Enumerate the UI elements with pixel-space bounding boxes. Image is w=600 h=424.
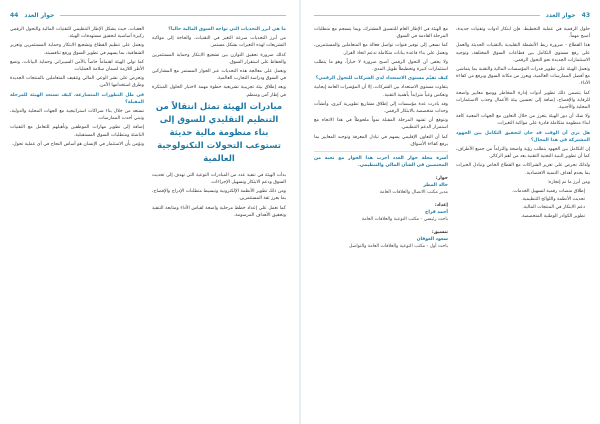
- paragraph: وقد بادرت عدة مؤسسات إلى إطلاق مشاريع تطويرية كبرى، وأنشأت وحدات متخصصة بالابتكار الرقمي.: [314, 101, 448, 115]
- interview-question: هل ترى أن الوقت قد حان لتحقيق التكامل بين الجهود المشتركة في هذا المجال؟: [456, 130, 590, 143]
- paragraph: العقبات، حيث يشكل الإطار التنظيمي للتقنيات المالية والتحول الرقمي ركيزة أساسية لتحقيق مستهدفات الهيئة.: [10, 27, 144, 40]
- paragraph: ولا شك أن دور الهيئة يتعزز من خلال التعاون مع الجهات المعنية كافة لبناء منظومة متكاملة قادرة على مواكبة التغيرات.: [456, 114, 590, 127]
- paragraph: كما تعمل على إعداد خطط مرحلية واضحة لقياس الأداء ومتابعة التنفيذ وتحقيق الأهداف المرسومة.: [152, 205, 286, 218]
- credit-entry: [314, 229, 448, 250]
- credits-block: [314, 175, 448, 250]
- page-right: [304, 0, 600, 424]
- interview-question: كيف تقيّم مستوى الاستعداد لدى الشركات للتحول الرقمي؟: [315, 76, 448, 82]
- section-title: حوار العدد: [24, 11, 55, 19]
- list-item: • تطوير الكوادر الوطنية المتخصصة.: [456, 213, 585, 220]
- paragraph: مع الهيئة في الإطار العام للتنسيق المشترك، وبما ينسجم مع متطلبات المرحلة القادمة في السوق.: [314, 27, 448, 40]
- column-second: [10, 26, 144, 418]
- section-title: حوار العدد: [545, 11, 576, 19]
- paragraph: يتفاوت مستوى الاستعداد بين الشركات، إلا أن المؤشرات العامة إيجابية وتعكس وعياً متزايداً بأهمية التقنية.: [314, 85, 448, 98]
- list-item: • إطلاق منصات رقمية لتسهيل الخدمات.: [456, 188, 585, 195]
- page-left: [0, 0, 296, 424]
- credit-name: أحمد فراج: [425, 210, 448, 216]
- credit-entry: [314, 202, 448, 223]
- credit-role: مدير مكتب الاتصال والعلاقات العامة: [379, 190, 448, 196]
- paragraph: وتحرص على نشر الوعي المالي وتثقيف المتعاملين بالمنتجات الجديدة وطرق استخدامها الآمن.: [10, 76, 144, 89]
- paragraph: من أبرز التحديات سرعة التغير في التقنيات، والحاجة إلى مواكبة التشريعات لهذه التغيرات بشكل مستمر.: [152, 36, 286, 49]
- paragraph: نستعد من خلال بناء شراكات استراتيجية مع الجهات المحلية والدولية، وتبني أحدث الممارسات.: [10, 109, 144, 122]
- paragraph: ولذلك نحرص على تعزيز الشراكات مع القطاع الخاص وتبادل الخبرات بما يخدم أهداف التنمية الاقتصادية.: [456, 163, 590, 176]
- list-item: • تحديث الأنظمة واللوائح التنظيمية.: [456, 196, 585, 203]
- paragraph: حلول الرقمية في عملية التخطيط. فإن ابتكار أدوات وتقنيات جديدة، أصبح مهماً.: [456, 27, 590, 40]
- paragraph: كذلك ضرورة تحقيق التوازن بين تشجيع الابتكار وحماية المستثمرين والحفاظ على استقرار السوق.: [152, 52, 286, 65]
- credit-role: باحث رئيسي - مكتب التوعية والعلاقات العامة: [361, 217, 448, 223]
- column-second: [314, 26, 448, 418]
- paragraph: كما تولي الهيئة اهتماماً خاصاً بالأمن السيبراني وحماية البيانات، وتضع الأطر اللازمة لضمان سلامة العمليات.: [10, 59, 144, 73]
- paragraph: وتعمل الهيئة على تطوير قدرات المؤسسات المالية والتقنية بما يتماشى مع أفضل الممارسات العالمية، ويعزز من مكانة السوق ويرفع من كفاءة الأداء.: [456, 67, 590, 87]
- paragraph: ومن ذلك تطوير الأنظمة الإلكترونية وتبسيط متطلبات الإدراج والإفصاح، بما يعزز ثقة المستثمرين.: [152, 189, 286, 202]
- column-first: [152, 26, 286, 418]
- paragraph: بدأت الهيئة في تنفيذ عدد من المبادرات النوعية التي تهدف إلى تحديث السوق ودعم الابتكار وتسهيل الإجراءات.: [152, 172, 286, 186]
- paragraph: ونعمل على تنظيم القطاع وتشجيع الابتكار وحماية المستثمرين وتعزيز الشفافية، بما يسهم في تطوير السوق ورفع تنافسيته.: [10, 43, 144, 56]
- page-header: [314, 8, 590, 22]
- list-item: • دعم الابتكار في المنتجات المالية.: [456, 204, 585, 211]
- paragraph: ونعمل على معالجة هذه التحديات عبر الحوار المستمر مع المشاركين في السوق ودراسة التجارب العالمية.: [152, 69, 286, 82]
- paragraph: كما نسعى إلى توفير قنوات تواصل فعالة مع المتعاملين والمستثمرين، ونعمل على بناء قاعدة بيانات متكاملة تدعم اتخاذ القرار.: [314, 43, 448, 56]
- credit-role: باحث أول - مكتب التوعية والعلاقات العامة والتواصل: [349, 244, 448, 250]
- paragraph: ونؤمن بأن الاستثمار في الإنسان هو أساس النجاح في أي عملية تحول.: [11, 141, 144, 147]
- header-rule: [314, 15, 540, 16]
- paragraph: ويعد إطلاق بيئة تجريبية تشريعية خطوة مهمة لاختبار الحلول المبتكرة في إطار آمن ومنظم.: [152, 85, 286, 98]
- paragraph: إضافة إلى تطوير مهارات الموظفين وتأهيلهم للتعامل مع التقنيات الناشئة ومتطلبات السوق المستقبلية.: [10, 125, 144, 138]
- interview-question: في ظل التطورات المتسارعة، كيف تستعد الهيئة للمرحلة المقبلة؟: [10, 92, 144, 105]
- page-gutter: [299, 0, 301, 424]
- page-number: 43: [581, 11, 590, 19]
- credit-name: خالد المطر: [423, 183, 448, 189]
- credit-name: سعود العوفان: [416, 237, 448, 243]
- bullet-list: [456, 188, 590, 220]
- header-rule: [60, 15, 286, 16]
- credit-label: إعداد:: [434, 203, 448, 209]
- column-first: [456, 26, 590, 418]
- paragraph: كما أن التعاون الإقليمي يسهم في تبادل المعرفة وتوحيد المعايير بما يرفع كفاءة الأسواق.: [314, 134, 448, 147]
- credit-label: حوار:: [435, 176, 448, 182]
- page-header: [10, 8, 286, 22]
- divider: [314, 151, 448, 152]
- paragraph: ونتوقع أن تشهد المرحلة المقبلة نمواً ملحوظاً في هذا الاتجاه مع استمرار الدعم التنظيمي.: [314, 118, 448, 131]
- paragraph: ولا يخفى أن التحول الرقمي أصبح ضرورة لا خياراً، وهو ما يتطلب استثمارات كبيرة وتخطيطاً طويل المدى.: [314, 59, 448, 73]
- credits-intro: أسرة مجلة حوار العدد أجرت هذا الحوار مع نخبة من المختصين في الشأن المالي والتنظيمي.: [314, 156, 448, 169]
- paragraph: هذا القطاع - ضرورة ربط الأنشطة التقليدية بالتقنيات الحديثة والعمل على رفع مستوى التكامل بين قطاعات السوق المختلفة، وتوجيه الاستثمارات الجديدة نحو التحول الرقمي.: [456, 43, 590, 63]
- paragraph: كما يتضمن ذلك تطوير أدوات إدارة المخاطر ووضع معايير واضحة للرقابة والإفصاح، إضافة إلى تحسين بيئة الأعمال وجذب الاستثمارات المحلية والأجنبية.: [456, 90, 590, 111]
- page-number: 44: [10, 11, 19, 19]
- interview-question: ما هي أبرز التحديات التي تواجه السوق المالية حالياً؟: [168, 27, 286, 32]
- paragraph: إن التكامل بين الجهود يتطلب رؤية واضحة والتزاماً من جميع الأطراف، كما أن تطوير البنية التحتية التقنية يعد من أهم الركائز.: [456, 147, 590, 160]
- credit-entry: [314, 175, 448, 196]
- paragraph: ومن أبرز ما تم إنجازه:: [547, 179, 590, 185]
- pull-quote: مبادرات الهيئة تمثل انتقالاً من التنظيم التقليدي للسوق إلى بناء منظومة مالية حديثة تستوعب التحولات التكنولوجية العالمية: [155, 101, 283, 164]
- credit-label: تنسيق:: [431, 230, 448, 236]
